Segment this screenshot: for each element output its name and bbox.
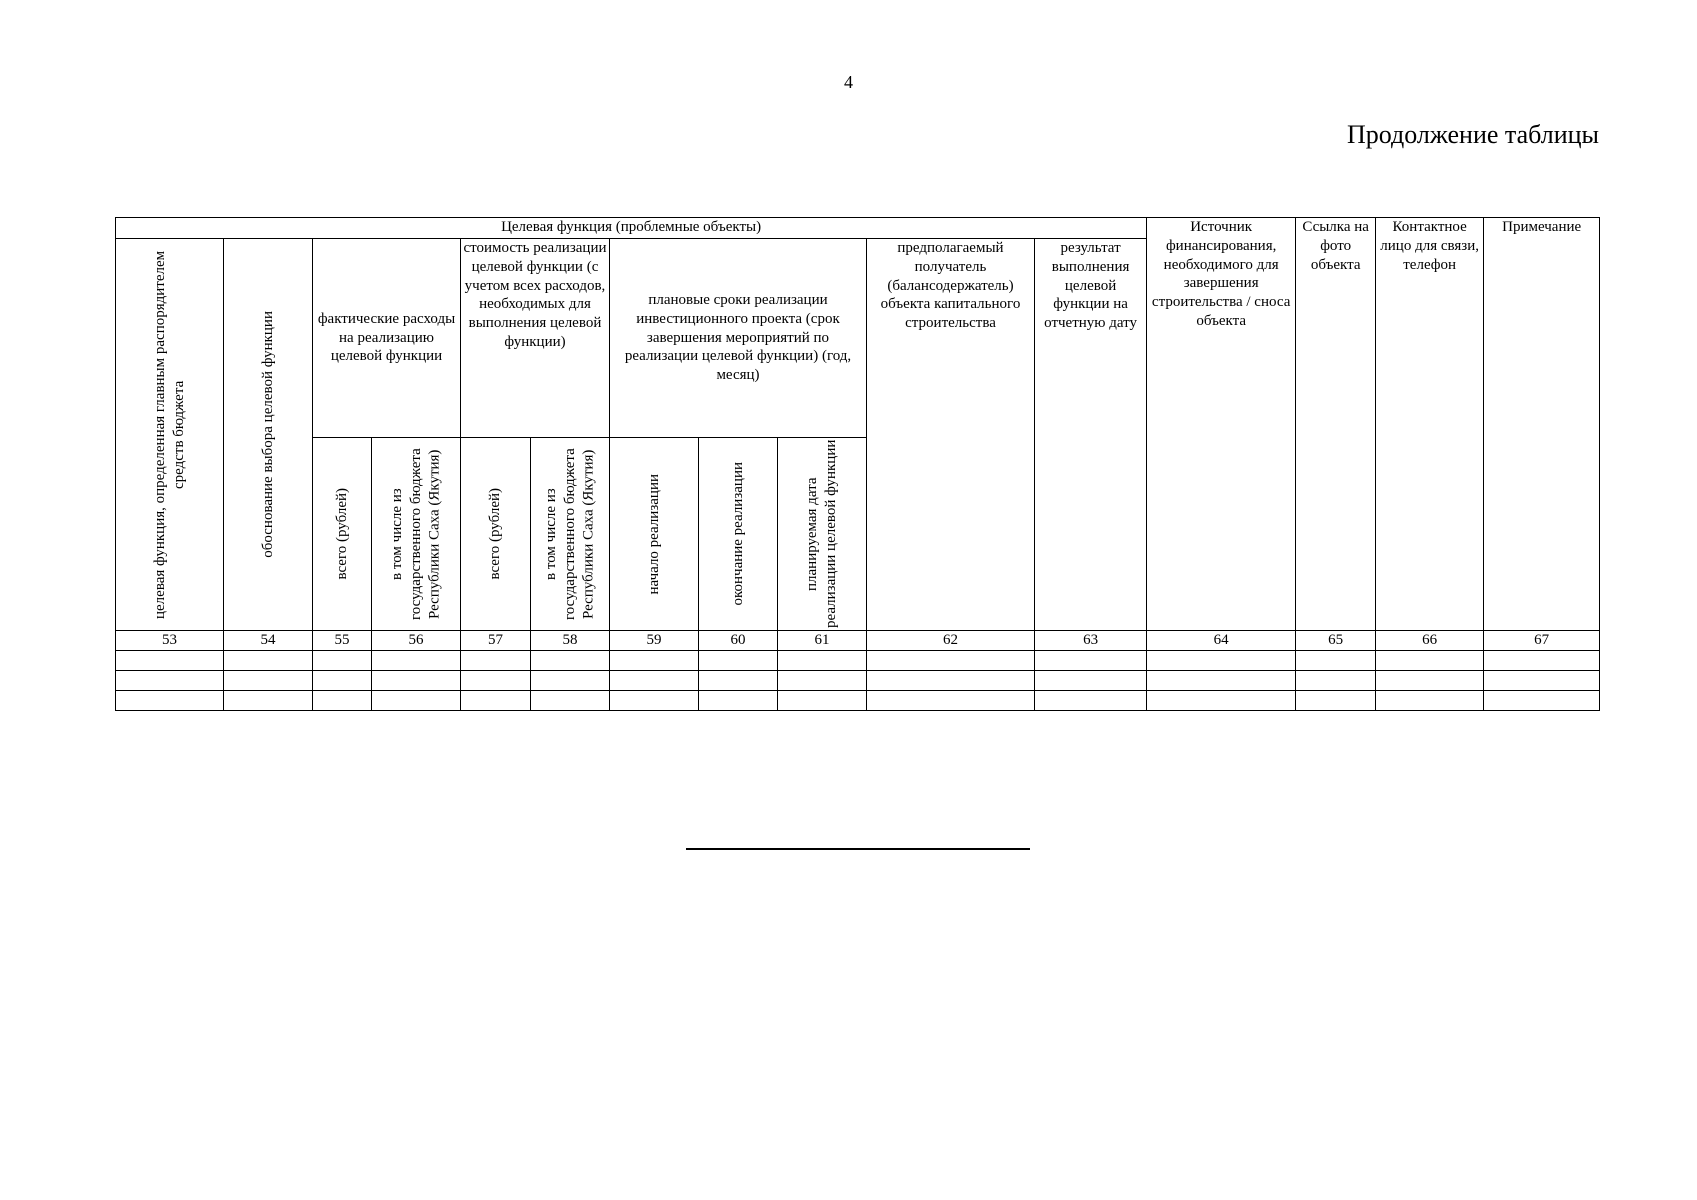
empty-cell: [610, 691, 699, 711]
header-end: [699, 438, 778, 631]
data-table: [115, 217, 1600, 711]
empty-cell: [1484, 651, 1600, 671]
column-number: 66: [1376, 631, 1484, 651]
column-number: 64: [1147, 631, 1296, 651]
header-cost-state-budget-text: в том числе из государственного бюджета Республики Саха (Якутия): [542, 448, 597, 620]
empty-cell: [531, 691, 610, 711]
column-number: 54: [224, 631, 313, 651]
header-note: Примечание: [1484, 218, 1600, 631]
header-start-text: начало реализации: [645, 473, 662, 595]
header-planned-date-text: планируемая дата реализации целевой функции: [804, 439, 839, 629]
empty-cell: [1296, 671, 1376, 691]
empty-cell: [1035, 651, 1147, 671]
column-number: 61: [778, 631, 867, 651]
header-actual-state-budget: [372, 438, 461, 631]
empty-cell: [1376, 691, 1484, 711]
header-actual-expenses: фактические расходы на реализацию целевой функции: [313, 239, 461, 438]
header-actual-state-budget-text: в том числе из государственного бюджета Республики Саха (Якутия): [388, 448, 443, 620]
empty-cell: [224, 651, 313, 671]
continuation-title: Продолжение таблицы: [1347, 120, 1599, 149]
header-recipient: предполагаемый получатель (балансодержатель) объекта капитального строительства: [867, 239, 1035, 631]
group-header: Целевая функция (проблемные объекты): [116, 218, 1147, 239]
empty-cell: [372, 691, 461, 711]
header-cost: стоимость реализации целевой функции (с учетом всех расходов, необходимых для выполнения целевой функции): [461, 239, 610, 438]
empty-cell: [867, 651, 1035, 671]
header-justification: [224, 239, 313, 631]
empty-cell: [1296, 651, 1376, 671]
empty-cell: [461, 671, 531, 691]
empty-cell: [1147, 671, 1296, 691]
empty-cell: [313, 671, 372, 691]
empty-cell: [1296, 691, 1376, 711]
empty-cell: [1376, 671, 1484, 691]
column-number: 65: [1296, 631, 1376, 651]
header-planned-date: [778, 438, 867, 631]
column-number: 58: [531, 631, 610, 651]
empty-cell: [778, 651, 867, 671]
empty-cell: [372, 651, 461, 671]
empty-cell: [1147, 651, 1296, 671]
empty-cell: [461, 651, 531, 671]
empty-cell: [372, 671, 461, 691]
empty-cell: [461, 691, 531, 711]
empty-cell: [224, 671, 313, 691]
header-cost-state-budget: [531, 438, 610, 631]
column-number: 55: [313, 631, 372, 651]
column-number: 59: [610, 631, 699, 651]
empty-row: [116, 691, 1600, 711]
column-number: 53: [116, 631, 224, 651]
column-number: 57: [461, 631, 531, 651]
header-target-function-text: целевая функция, определенная главным распорядителем средств бюджета: [151, 250, 187, 619]
empty-cell: [1376, 651, 1484, 671]
empty-cell: [1035, 691, 1147, 711]
header-actual-total: [313, 438, 372, 631]
empty-cell: [531, 671, 610, 691]
empty-cell: [1147, 691, 1296, 711]
empty-cell: [1484, 671, 1600, 691]
empty-cell: [116, 671, 224, 691]
empty-cell: [699, 671, 778, 691]
empty-cell: [778, 691, 867, 711]
header-justification-text: обоснование выбора целевой функции: [259, 311, 276, 558]
header-funding-source: Источник финансирования, необходимого для завершения строительства / сноса объекта: [1147, 218, 1296, 631]
column-number: 60: [699, 631, 778, 651]
header-end-text: окончание реализации: [729, 462, 746, 606]
empty-row: [116, 671, 1600, 691]
header-result: результат выполнения целевой функции на отчетную дату: [1035, 239, 1147, 631]
empty-cell: [699, 651, 778, 671]
header-target-function: [116, 239, 224, 631]
column-numbers-row: [116, 631, 1600, 651]
empty-row: [116, 651, 1600, 671]
empty-cell: [313, 691, 372, 711]
empty-cell: [867, 671, 1035, 691]
header-cost-total: [461, 438, 531, 631]
empty-cell: [610, 671, 699, 691]
empty-cell: [778, 671, 867, 691]
column-number: 63: [1035, 631, 1147, 651]
header-planned-terms: плановые сроки реализации инвестиционного проекта (срок завершения мероприятий по реализации целевой функции) (год, месяц): [610, 239, 867, 438]
empty-cell: [224, 691, 313, 711]
empty-cell: [699, 691, 778, 711]
column-number: 62: [867, 631, 1035, 651]
header-start: [610, 438, 699, 631]
empty-cell: [116, 691, 224, 711]
header-photo-link: Ссылка на фото объекта: [1296, 218, 1376, 631]
empty-cell: [116, 651, 224, 671]
column-number: 56: [372, 631, 461, 651]
page-number: 4: [844, 72, 853, 92]
empty-cell: [610, 651, 699, 671]
closing-line: [686, 848, 1030, 850]
empty-cell: [867, 691, 1035, 711]
header-actual-total-text: всего (рублей): [333, 488, 350, 580]
column-number: 67: [1484, 631, 1600, 651]
empty-cell: [1035, 671, 1147, 691]
empty-cell: [313, 651, 372, 671]
empty-cell: [1484, 691, 1600, 711]
header-cost-total-text: всего (рублей): [487, 488, 504, 580]
empty-cell: [531, 651, 610, 671]
header-contact-person: Контактное лицо для связи, телефон: [1376, 218, 1484, 631]
